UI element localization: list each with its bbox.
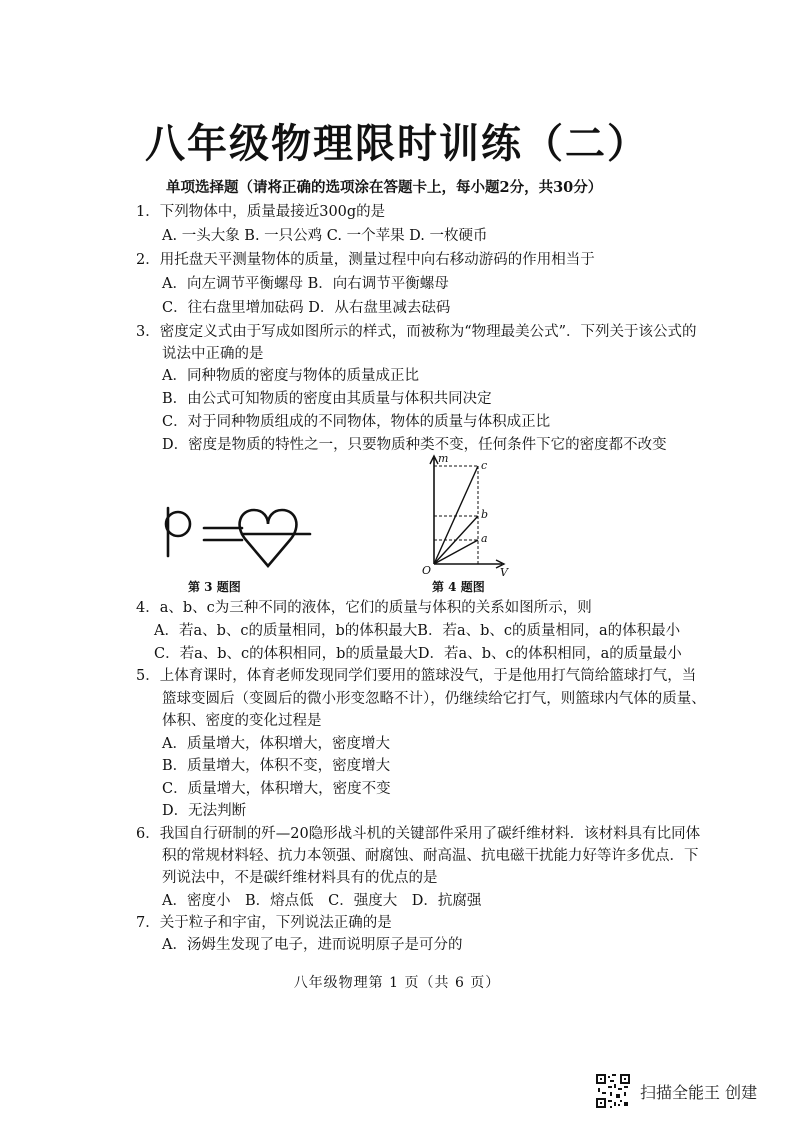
q3-option-b: B．由公式可知物质的密度由其质量与体积共同决定 — [162, 391, 492, 407]
heart-shape — [240, 510, 297, 566]
origin-label: O — [422, 564, 432, 576]
q4-options-cd: C．若a、b、c的体积相同，b的质量最大D．若a、b、c的体积相同，a的质量最小 — [154, 646, 682, 662]
q2-stem: 2．用托盘天平测量物体的质量，测量过程中向右移动游码的作用相当于 — [136, 252, 595, 268]
q2-options-ab: A．向左调节平衡螺母 B．向右调节平衡螺母 — [162, 276, 449, 292]
q2-options-cd: C．往右盘里增加砝码 D．从右盘里减去砝码 — [162, 300, 451, 316]
q3-stem-line2: 说法中正确的是 — [162, 346, 264, 362]
q7-option-a: A．汤姆生发现了电子，进而说明原子是可分的 — [162, 937, 463, 953]
qr-code-icon — [596, 1074, 630, 1108]
q3-option-c: C．对于同种物质组成的不同物体，物体的质量与体积成正比 — [162, 414, 551, 430]
q6-stem-line2: 积的常规材料轻、抗力本领强、耐腐蚀、耐高温、抗电磁干扰能力好等许多优点．下 — [162, 848, 699, 864]
fig4-label: 第 4 题图 — [432, 580, 485, 594]
q3-stem-line1: 3．密度定义式由于写成如图所示的样式，而被称为“物理最美公式”．下列关于该公式的 — [136, 324, 697, 340]
rho-bowl — [166, 512, 190, 536]
line-b-label: b — [481, 508, 489, 521]
q1-options: A. 一头大象 B. 一只公鸡 C. 一个苹果 D. 一枚硬币 — [162, 228, 488, 244]
q6-stem-line3: 列说法中，不是碳纤维材料具有的优点的是 — [162, 870, 438, 886]
fig3-label: 第 3 题图 — [188, 580, 241, 594]
scanner-watermark — [596, 1074, 757, 1108]
q6-options: A．密度小 B．熔点低 C．强度大 D．抗腐强 — [162, 893, 482, 909]
q7-stem: 7．关于粒子和宇宙，下列说法正确的是 — [136, 915, 392, 931]
page-footer: 八年级物理第 1 页（共 6 页） — [293, 975, 501, 991]
line-a — [434, 540, 478, 564]
q4-stem: 4．a、b、c为三种不同的液体，它们的质量与体积的关系如图所示，则 — [136, 600, 592, 616]
density-formula-figure — [160, 506, 320, 572]
equals-sign — [204, 528, 242, 540]
line-c-label: c — [481, 459, 488, 472]
x-axis-label: V — [500, 566, 508, 576]
y-axis-label: m — [438, 452, 449, 465]
q5-option-d: D．无法判断 — [162, 803, 247, 819]
q5-option-c: C．质量增大，体积增大，密度不变 — [162, 781, 391, 797]
q3-option-a: A．同种物质的密度与物体的质量成正比 — [162, 368, 419, 384]
q4-options-ab: A．若a、b、c的质量相同，b的体积最大B．若a、b、c的质量相同，a的体积最小 — [154, 623, 681, 639]
q5-option-b: B．质量增大，体积不变，密度增大 — [162, 758, 391, 774]
mass-volume-graph — [420, 452, 510, 576]
q5-stem-line2: 篮球变圆后（变圆后的微小形变忽略不计），仍继续给它打气，则篮球内气体的质量、 — [162, 691, 706, 707]
scanner-brand-text: 扫描全能王 创建 — [640, 1082, 758, 1102]
q5-stem-line3: 体积、密度的变化过程是 — [162, 713, 322, 729]
q1-stem: 1．下列物体中，质量最接近300g的是 — [136, 204, 386, 220]
page-title: 八年级物理限时训练（二） — [145, 121, 649, 167]
line-c — [434, 466, 478, 564]
section-instruction: 单项选择题（请将正确的选项涂在答题卡上，每小题2分，共30分） — [166, 179, 603, 196]
line-a-label: a — [481, 532, 488, 545]
q3-option-d: D．密度是物质的特性之一，只要物质种类不变，任何条件下它的密度都不改变 — [162, 437, 667, 453]
q5-stem-line1: 5．上体育课时，体育老师发现同学们要用的篮球没气，于是他用打气筒给篮球打气，当 — [136, 668, 697, 684]
q5-option-a: A．质量增大，体积增大，密度增大 — [162, 736, 390, 752]
q6-stem-line1: 6．我国自行研制的歼—20隐形战斗机的关键部件采用了碳纤维材料．该材料具有比同体 — [136, 826, 701, 842]
